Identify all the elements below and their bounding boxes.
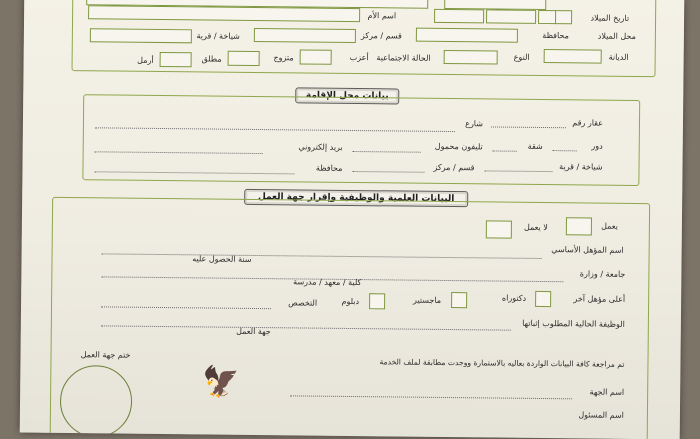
divorced-label: مطلق <box>201 54 222 64</box>
birth-year-box[interactable] <box>486 9 536 24</box>
phd-label: دكتوراه <box>501 293 527 303</box>
diploma-box[interactable] <box>369 293 385 309</box>
year-obtained-label: سنة الحصول عليه <box>192 254 252 264</box>
widowed-label: أرمل <box>137 55 154 65</box>
gender-label: النوع <box>513 52 530 62</box>
entity-name-label: اسم الجهة <box>589 387 625 397</box>
apartment-label: شقة <box>527 141 543 151</box>
religion-label: الديانة <box>608 52 629 62</box>
employer-seal-label: ختم جهة العمل <box>80 350 131 360</box>
single-label: أعزب <box>349 52 369 63</box>
gender-field[interactable] <box>444 50 498 65</box>
building-no-label: عقار رقم <box>572 118 604 128</box>
current-job-label: الوظيفة الحالية المطلوب إثباتها <box>522 318 625 329</box>
mother-name-field[interactable] <box>88 5 360 22</box>
mother-name-label: اسم الأم <box>367 11 397 21</box>
street-label: شارع <box>465 119 484 129</box>
birth-extra-box[interactable] <box>434 9 484 24</box>
birth-district-label: قسم / مركز <box>360 31 402 41</box>
residence-village-label: شياخة / قرية <box>559 162 603 172</box>
married-label: متزوج <box>273 53 294 63</box>
mobile-label: تليفون محمول <box>434 141 483 152</box>
birth-place-label: محل الميلاد <box>597 31 636 41</box>
seal-stamp <box>60 365 133 438</box>
birth-month-box[interactable] <box>538 10 556 24</box>
faculty-label: كلية / معهد / مدرسة <box>293 277 362 288</box>
university-label: جامعة / وزارة <box>579 269 626 279</box>
diploma-label: دبلوم <box>341 296 360 307</box>
marital-status-label: الحالة الاجتماعية <box>376 53 431 63</box>
not-works-label: لا يعمل <box>523 222 548 233</box>
works-box[interactable] <box>566 217 592 235</box>
review-statement: تم مراجعة كافة البيانات الواردة بعاليه بالاستمارة ووجدت مطابقة لملف الخدمة <box>379 357 625 369</box>
birth-village-label: شياخة / قرية <box>196 31 240 41</box>
eagle-emblem-icon: 🦅 <box>202 364 240 400</box>
residence-district-label: قسم / مركز <box>433 162 475 173</box>
employer-label: جهة العمل <box>236 326 271 337</box>
floor-label: دور <box>591 141 603 151</box>
birth-district-field[interactable] <box>254 28 356 43</box>
birth-governorate-field[interactable] <box>416 28 518 43</box>
masters-box[interactable] <box>451 292 467 308</box>
religion-field[interactable] <box>544 49 602 64</box>
birth-village-field[interactable] <box>90 28 192 43</box>
birth-day-box[interactable] <box>554 10 572 24</box>
employment-section-header: البيانات العلمية والوظيفية وإقرار جهة العمل <box>244 189 468 207</box>
married-box[interactable] <box>228 51 260 66</box>
divorced-box[interactable] <box>160 52 192 67</box>
application-form <box>20 0 685 439</box>
residence-section-header: بيانات محل الإقامة <box>295 87 399 104</box>
birth-governorate-label: محافظة <box>542 30 569 41</box>
works-label: يعمل <box>601 221 618 231</box>
employment-section <box>50 197 651 439</box>
basic-qualification-label: اسم المؤهل الأساسي <box>551 245 624 255</box>
phd-box[interactable] <box>535 291 551 307</box>
single-box[interactable] <box>300 49 332 64</box>
not-works-box[interactable] <box>486 220 512 238</box>
specialization-label: التخصص <box>288 298 318 308</box>
email-label: بريد إلكتروني <box>298 142 343 152</box>
birth-date-label: تاريخ الميلاد <box>590 13 630 23</box>
highest-qualification-label: أعلى مؤهل آخر <box>573 294 626 304</box>
officer-name-label: اسم المسئول <box>578 410 624 420</box>
residence-governorate-label: محافظة <box>315 163 343 173</box>
masters-label: ماجستير <box>413 295 442 305</box>
